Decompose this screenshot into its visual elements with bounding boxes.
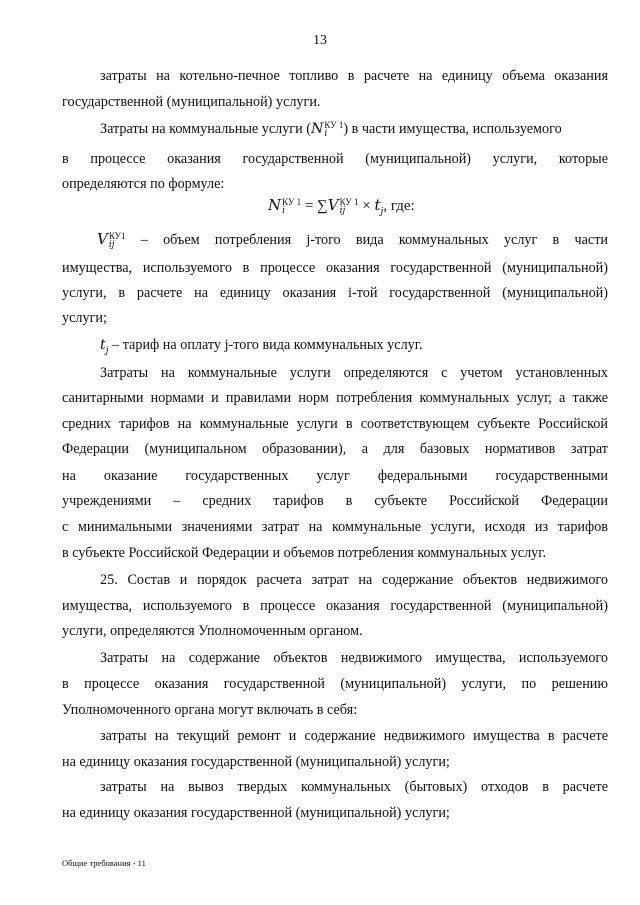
text-line: определяются по формуле: [62,176,225,192]
definition-t: $t_j$ – тариф на оплату j-того вида коммунальных услуг. [100,337,423,356]
text-line: услуги, в расчете на единицу оказания i-той государственной (муниципальной) [62,285,608,301]
text-line: учреждениями – средних тарифов в субъекте Российской Федерации [62,493,608,509]
text-line: Уполномоченного органа могут включать в себя: [62,702,358,718]
section-25-heading: 25. Состав и порядок расчета затрат на содержание объектов недвижимого [100,572,608,588]
text-line: с минимальными значениями затрат на коммунальные услуги, исходя из тарифов [62,519,608,535]
text-line: имущества, используемого в процессе оказания государственной (муниципальной) [62,598,608,614]
list-item: затраты на вывоз твердых коммунальных (бытовых) отходов в расчете [100,779,608,795]
text-line: Затраты на коммунальные услуги определяются с учетом установленных [100,365,608,381]
page-number: 13 [313,33,327,48]
list-item: затраты на текущий ремонт и содержание недвижимого имущества в расчете [100,728,608,744]
text-line: на единицу оказания государственной (муниципальной) услуги; [62,754,450,770]
text-line: государственной (муниципальной) услуги. [62,94,321,110]
text-line: услуги; [62,310,107,326]
text-line: санитарными нормами и правилами норм потребления коммунальных услуг, а также [62,390,608,406]
definition-v: V КУ1 ij – объем потребления j-того вида коммунальных услуг в части [97,230,608,250]
text-line: в процессе оказания государственной (муниципальной) услуги, по решению [62,676,608,692]
text-line: в процессе оказания государственной (муниципальной) услуги, которые [62,151,608,167]
text-line: на единицу оказания государственной (муниципальной) услуги; [62,805,450,821]
text-line: затраты на котельно-печное топливо в расчете на единицу объема оказания [100,68,608,84]
text-line: в субъекте Российской Федерации и объемов потребления коммунальных услуг. [62,545,547,561]
text-line: имущества, используемого в процессе оказания государственной (муниципальной) [62,260,608,276]
text-line: на оказание государственных услуг федеральными государственными [62,468,608,484]
footer-note: Общие требования - 11 [62,858,146,868]
text-line: средних тарифов на коммунальные услуги в соответствующем субъекте Российской [62,416,608,432]
text-line: Затраты на содержание объектов недвижимого имущества, используемого [100,650,608,666]
text-line: Федерации (муниципальном образовании), а для базовых нормативов затрат [62,441,608,457]
formula-utility-costs: N КУ 1 i = ∑V КУ 1 ij × $t_j$, где: [268,196,415,217]
paragraph-utility-costs-intro: Затраты на коммунальные услуги (N КУ 1 i ) в части имущества, используемого [100,119,562,139]
text-line: услуги, определяются Уполномоченным органом. [62,623,363,639]
